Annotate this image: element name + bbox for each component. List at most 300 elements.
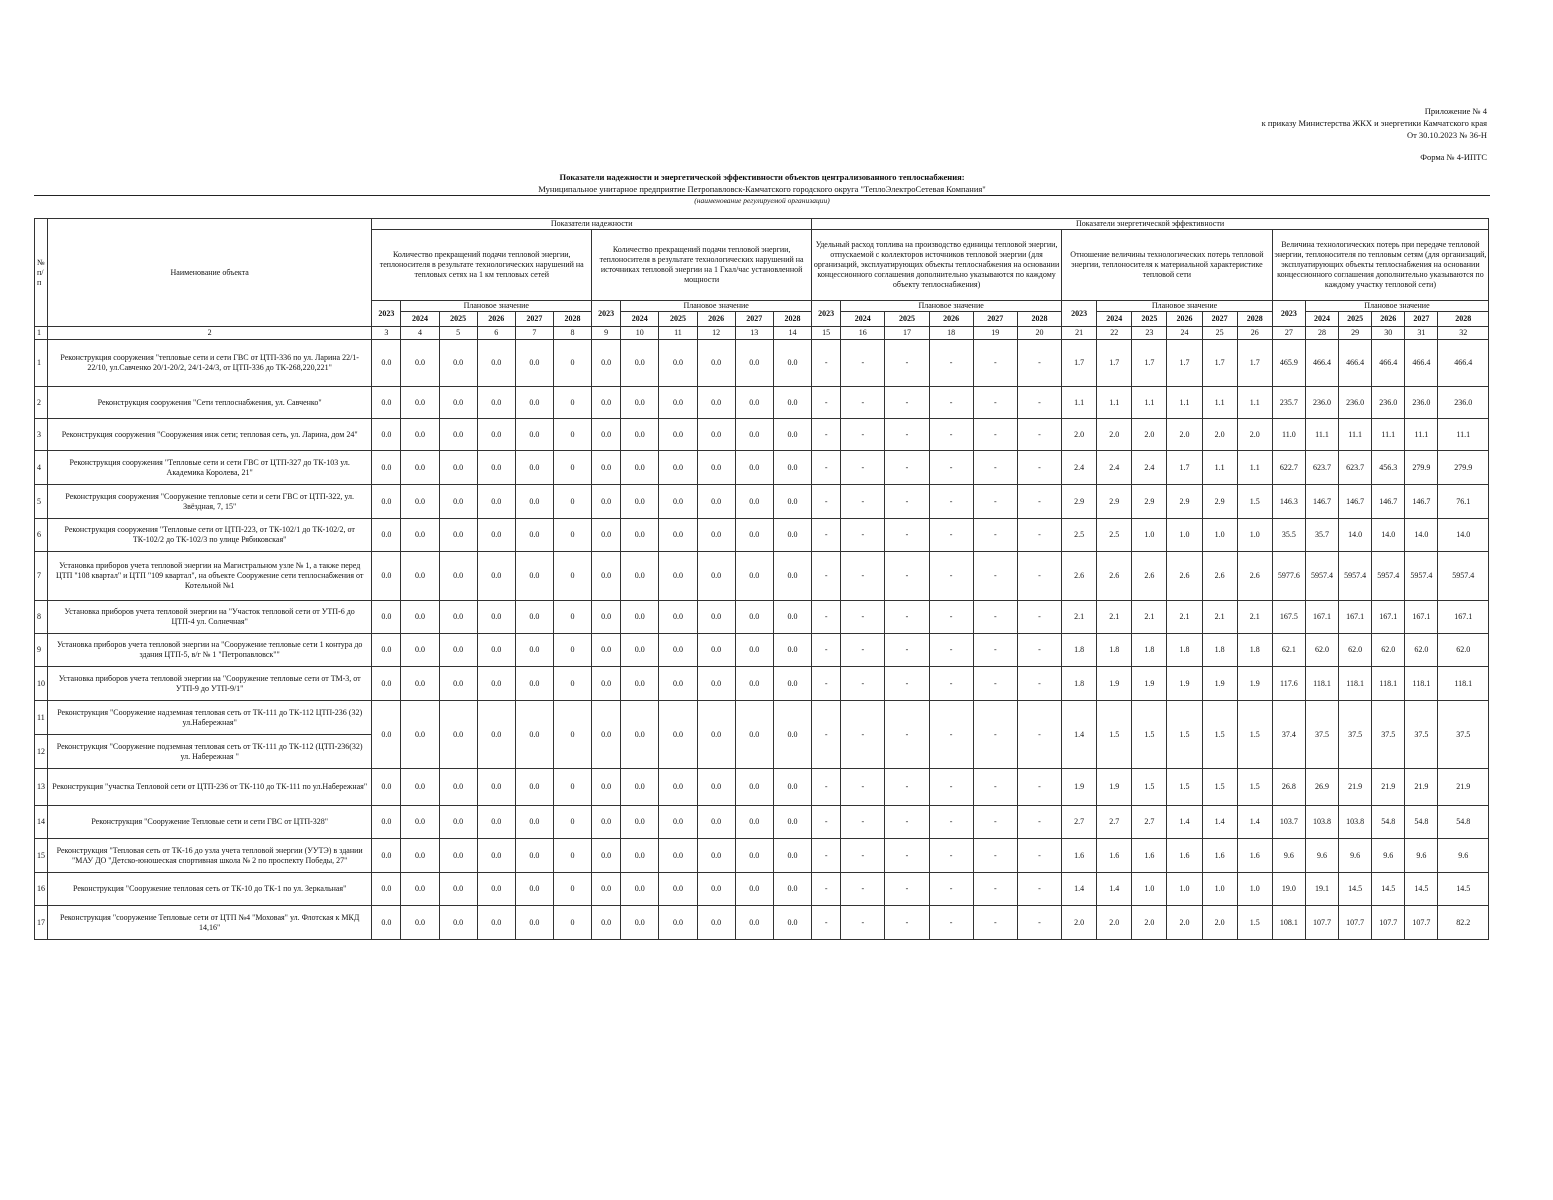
value-cell: -	[1017, 839, 1061, 873]
base-year-header: 2023	[1062, 301, 1097, 327]
object-name: Реконструкция "Сооружение подземная тепловая сеть от ТК-111 до ТК-112 (ЦТП-236(32) ул. Набережная "	[48, 735, 372, 769]
value-cell: 0.0	[621, 552, 659, 601]
object-name: Реконструкция "Тепловая сеть от ТК-16 до узла учета тепловой энергии (УУТЭ) в здании "МАУ ДО "Детско-юношеская спортивная школа № 2 по проспекту Победы, 27"	[48, 839, 372, 873]
value-cell: 1.1	[1237, 451, 1272, 485]
value-cell: 0.0	[697, 806, 735, 839]
value-cell: -	[929, 387, 973, 419]
column-number: 14	[773, 327, 811, 340]
value-cell: 0	[553, 485, 591, 519]
value-cell: -	[812, 451, 841, 485]
value-cell: 1.9	[1202, 667, 1237, 701]
value-cell: -	[841, 769, 885, 806]
value-cell: 0.0	[401, 519, 439, 552]
value-cell: 0.0	[401, 387, 439, 419]
value-cell: 0.0	[477, 552, 515, 601]
value-cell: 0.0	[735, 451, 773, 485]
value-cell: 0.0	[439, 634, 477, 667]
value-cell: 0.0	[735, 387, 773, 419]
value-cell: -	[973, 701, 1017, 769]
column-header-number: № п/п	[35, 219, 48, 327]
plan-year-header: 2026	[1372, 312, 1405, 327]
value-cell: 0	[553, 806, 591, 839]
value-cell: -	[1017, 419, 1061, 451]
value-cell: 622.7	[1272, 451, 1305, 485]
value-cell: -	[929, 634, 973, 667]
value-cell: 0.0	[515, 839, 553, 873]
value-cell: 0.0	[773, 806, 811, 839]
value-cell: 0.0	[592, 451, 621, 485]
value-cell: 1.0	[1202, 519, 1237, 552]
value-cell: 1.4	[1062, 873, 1097, 906]
table-row	[35, 667, 1489, 701]
value-cell: 0.0	[401, 485, 439, 519]
value-cell: 0.0	[773, 451, 811, 485]
value-cell: 0.0	[735, 701, 773, 769]
value-cell: 235.7	[1272, 387, 1305, 419]
value-cell: 0.0	[401, 601, 439, 634]
plan-year-header: 2025	[1132, 312, 1167, 327]
value-cell: 2.7	[1097, 806, 1132, 839]
value-cell: 0.0	[401, 634, 439, 667]
value-cell: 0.0	[439, 769, 477, 806]
value-cell: 14.5	[1372, 873, 1405, 906]
value-cell: 2.9	[1132, 485, 1167, 519]
column-number: 16	[841, 327, 885, 340]
plan-year-header: 2024	[1305, 312, 1338, 327]
value-cell: 1.7	[1062, 340, 1097, 387]
plan-year-header: 2024	[841, 312, 885, 327]
row-number: 8	[35, 601, 48, 634]
column-number: 29	[1339, 327, 1372, 340]
value-cell: 1.4	[1167, 806, 1202, 839]
value-cell: 0.0	[401, 839, 439, 873]
value-cell: 1.5	[1132, 769, 1167, 806]
value-cell: 107.7	[1305, 906, 1338, 940]
value-cell: -	[1017, 340, 1061, 387]
value-cell: 0	[553, 519, 591, 552]
value-cell: 1.1	[1202, 451, 1237, 485]
plan-year-header: 2028	[1438, 312, 1489, 327]
value-cell: 0.0	[659, 839, 697, 873]
value-cell: 1.7	[1167, 451, 1202, 485]
value-cell: 0.0	[439, 340, 477, 387]
value-cell: 0.0	[592, 485, 621, 519]
value-cell: 9.6	[1405, 839, 1438, 873]
value-cell: 0.0	[477, 519, 515, 552]
value-cell: -	[1017, 806, 1061, 839]
value-cell: -	[812, 519, 841, 552]
indicators-table	[34, 218, 1489, 940]
value-cell: 0.0	[773, 387, 811, 419]
value-cell: 167.1	[1372, 601, 1405, 634]
value-cell: 0.0	[477, 806, 515, 839]
value-cell: 2.6	[1132, 552, 1167, 601]
value-cell: 0.0	[621, 839, 659, 873]
value-cell: 0	[553, 667, 591, 701]
value-cell: 118.1	[1372, 667, 1405, 701]
value-cell: 118.1	[1405, 667, 1438, 701]
value-cell: 0.0	[735, 769, 773, 806]
value-cell: 1.8	[1132, 634, 1167, 667]
value-cell: -	[885, 667, 929, 701]
value-cell: -	[973, 387, 1017, 419]
value-cell: 466.4	[1405, 340, 1438, 387]
value-cell: 0.0	[439, 701, 477, 769]
object-name: Реконструкция сооружения "Сети теплоснабжения, ул. Савченко"	[48, 387, 372, 419]
value-cell: 0.0	[697, 873, 735, 906]
value-cell: 2.0	[1062, 906, 1097, 940]
value-cell: 0.0	[401, 451, 439, 485]
value-cell: 11.1	[1339, 419, 1372, 451]
row-number: 17	[35, 906, 48, 940]
value-cell: 2.0	[1202, 906, 1237, 940]
value-cell: 466.4	[1305, 340, 1338, 387]
value-cell: 2.6	[1167, 552, 1202, 601]
column-header-name: Наименование объекта	[48, 219, 372, 327]
value-cell: 0.0	[477, 601, 515, 634]
plan-year-header: 2027	[1405, 312, 1438, 327]
value-cell: 0.0	[773, 769, 811, 806]
plan-year-header: 2028	[773, 312, 811, 327]
plan-year-header: 2024	[621, 312, 659, 327]
value-cell: 1.9	[1062, 769, 1097, 806]
value-cell: -	[1017, 485, 1061, 519]
value-cell: 1.7	[1202, 340, 1237, 387]
value-cell: 37.5	[1339, 701, 1372, 769]
value-cell: 167.1	[1305, 601, 1338, 634]
row-number: 3	[35, 419, 48, 451]
plan-year-header: 2027	[515, 312, 553, 327]
value-cell: 118.1	[1438, 667, 1489, 701]
value-cell: 0.0	[621, 769, 659, 806]
value-cell: 0.0	[439, 806, 477, 839]
value-cell: 118.1	[1339, 667, 1372, 701]
value-cell: 0.0	[735, 601, 773, 634]
value-cell: -	[885, 485, 929, 519]
value-cell: 0.0	[697, 769, 735, 806]
value-cell: 0.0	[621, 906, 659, 940]
value-cell: 21.9	[1438, 769, 1489, 806]
value-cell: -	[841, 519, 885, 552]
value-cell: 2.6	[1202, 552, 1237, 601]
value-cell: -	[973, 873, 1017, 906]
value-cell: -	[1017, 519, 1061, 552]
value-cell: 1.8	[1062, 634, 1097, 667]
object-name: Реконструкция "сооружение Тепловые сети от ЦТП №4 "Моховая" ул. Флотская к МКД 14,16"	[48, 906, 372, 940]
value-cell: 0.0	[773, 601, 811, 634]
value-cell: 146.3	[1272, 485, 1305, 519]
value-cell: 465.9	[1272, 340, 1305, 387]
value-cell: 146.7	[1339, 485, 1372, 519]
value-cell: 0.0	[659, 634, 697, 667]
value-cell: 0.0	[592, 519, 621, 552]
value-cell: -	[841, 387, 885, 419]
value-cell: 82.2	[1438, 906, 1489, 940]
plan-year-header: 2028	[553, 312, 591, 327]
value-cell: 0.0	[659, 906, 697, 940]
value-cell: 26.9	[1305, 769, 1338, 806]
value-cell: 2.6	[1062, 552, 1097, 601]
value-cell: 0.0	[697, 519, 735, 552]
value-cell: 1.5	[1167, 769, 1202, 806]
value-cell: 2.0	[1097, 906, 1132, 940]
value-cell: 0.0	[735, 873, 773, 906]
value-cell: 14.5	[1438, 873, 1489, 906]
value-cell: 0.0	[401, 340, 439, 387]
value-cell: 0.0	[592, 806, 621, 839]
value-cell: 0.0	[401, 906, 439, 940]
value-cell: 1.9	[1167, 667, 1202, 701]
value-cell: 0.0	[372, 906, 401, 940]
value-cell: 2.4	[1062, 451, 1097, 485]
value-cell: 0.0	[515, 667, 553, 701]
value-cell: -	[1017, 634, 1061, 667]
value-cell: 0.0	[515, 806, 553, 839]
value-cell: 1.1	[1237, 387, 1272, 419]
value-cell: 37.5	[1305, 701, 1338, 769]
organization-caption: (наименование регулируемой организации)	[694, 196, 830, 205]
value-cell: 62.0	[1339, 634, 1372, 667]
value-cell: 107.7	[1339, 906, 1372, 940]
value-cell: 0.0	[773, 701, 811, 769]
value-cell: 1.4	[1062, 701, 1097, 769]
value-cell: -	[812, 806, 841, 839]
form-number: Форма № 4-ИПТС	[1420, 152, 1487, 162]
value-cell: -	[1017, 906, 1061, 940]
object-name: Установка приборов учета тепловой энергии на "Сооружение тепловые сети от ТМ-3, от УТП-9 до УТП-9/1"	[48, 667, 372, 701]
value-cell: 0.0	[439, 419, 477, 451]
table-row	[35, 873, 1489, 906]
value-cell: 146.7	[1405, 485, 1438, 519]
value-cell: 0.0	[735, 340, 773, 387]
value-cell: 0.0	[621, 667, 659, 701]
value-cell: -	[929, 906, 973, 940]
value-cell: 279.9	[1438, 451, 1489, 485]
value-cell: 0.0	[773, 906, 811, 940]
value-cell: -	[973, 601, 1017, 634]
value-cell: -	[973, 839, 1017, 873]
value-cell: -	[812, 769, 841, 806]
value-cell: 1.6	[1237, 839, 1272, 873]
value-cell: 2.9	[1167, 485, 1202, 519]
value-cell: -	[929, 485, 973, 519]
value-cell: 9.6	[1339, 839, 1372, 873]
value-cell: 0.0	[439, 485, 477, 519]
value-cell: -	[841, 419, 885, 451]
column-number: 27	[1272, 327, 1305, 340]
value-cell: 37.5	[1372, 701, 1405, 769]
value-cell: 0.0	[372, 667, 401, 701]
value-cell: 0	[553, 873, 591, 906]
value-cell: -	[973, 667, 1017, 701]
value-cell: 0.0	[592, 340, 621, 387]
value-cell: 0.0	[372, 519, 401, 552]
value-cell: 118.1	[1305, 667, 1338, 701]
value-cell: 5977.6	[1272, 552, 1305, 601]
value-cell: 0.0	[621, 601, 659, 634]
value-cell: 0.0	[592, 701, 621, 769]
base-year-header: 2023	[372, 301, 401, 327]
value-cell: 1.8	[1202, 634, 1237, 667]
plan-year-header: 2028	[1017, 312, 1061, 327]
document-title: Показатели надежности и энергетической эффективности объектов централизованного теплоснабжения:	[559, 172, 965, 182]
row-number: 10	[35, 667, 48, 701]
value-cell: -	[812, 634, 841, 667]
value-cell: 0.0	[477, 340, 515, 387]
indicator-header: Удельный расход топлива на производство единицы тепловой энергии, отпускаемой с коллекторов источников тепловой энергии (для организаций, эксплуатирующих объекты теплоснабжения на основании концессионного соглашения дополнительно указываются по каждому объекту теплоснабжения)	[812, 230, 1062, 301]
table-row	[35, 806, 1489, 839]
value-cell: 0.0	[372, 839, 401, 873]
value-cell: 26.8	[1272, 769, 1305, 806]
value-cell: 0.0	[372, 340, 401, 387]
value-cell: 1.8	[1167, 634, 1202, 667]
value-cell: 1.1	[1097, 387, 1132, 419]
value-cell: 0	[553, 906, 591, 940]
value-cell: 1.8	[1237, 634, 1272, 667]
value-cell: 11.1	[1372, 419, 1405, 451]
value-cell: -	[812, 419, 841, 451]
column-number: 30	[1372, 327, 1405, 340]
group-header-reliability: Показатели надежности	[372, 219, 812, 230]
value-cell: 0.0	[515, 601, 553, 634]
value-cell: 21.9	[1405, 769, 1438, 806]
value-cell: 0.0	[592, 601, 621, 634]
column-number: 21	[1062, 327, 1097, 340]
value-cell: -	[885, 701, 929, 769]
value-cell: -	[885, 873, 929, 906]
value-cell: 236.0	[1372, 387, 1405, 419]
value-cell: 1.9	[1237, 667, 1272, 701]
value-cell: 0.0	[401, 667, 439, 701]
value-cell: 1.1	[1132, 387, 1167, 419]
value-cell: 0.0	[372, 387, 401, 419]
value-cell: 0.0	[439, 601, 477, 634]
value-cell: 1.7	[1097, 340, 1132, 387]
value-cell: 0.0	[592, 387, 621, 419]
value-cell: 19.1	[1305, 873, 1338, 906]
value-cell: 2.0	[1237, 419, 1272, 451]
table-row	[35, 485, 1489, 519]
value-cell: 0.0	[372, 873, 401, 906]
value-cell: 2.1	[1062, 601, 1097, 634]
value-cell: 5957.4	[1372, 552, 1405, 601]
value-cell: 0.0	[735, 485, 773, 519]
value-cell: 2.0	[1062, 419, 1097, 451]
column-number: 20	[1017, 327, 1061, 340]
value-cell: 103.8	[1339, 806, 1372, 839]
value-cell: 0.0	[439, 552, 477, 601]
object-name: Установка приборов учета тепловой энергии на "Участок тепловой сети от УТП-6 до ЦТП-4 ул. Солнечная"	[48, 601, 372, 634]
appendix-line: От 30.10.2023 № 36-Н	[1406, 130, 1487, 140]
value-cell: 1.4	[1237, 806, 1272, 839]
value-cell: 0.0	[477, 769, 515, 806]
value-cell: 466.4	[1339, 340, 1372, 387]
column-number: 6	[477, 327, 515, 340]
column-number: 13	[735, 327, 773, 340]
value-cell: 2.1	[1132, 601, 1167, 634]
value-cell: -	[841, 701, 885, 769]
value-cell: -	[812, 701, 841, 769]
value-cell: 1.0	[1132, 873, 1167, 906]
value-cell: 0.0	[477, 634, 515, 667]
value-cell: 11.1	[1438, 419, 1489, 451]
column-number: 11	[659, 327, 697, 340]
base-year-header: 2023	[1272, 301, 1305, 327]
column-number: 4	[401, 327, 439, 340]
value-cell: -	[929, 519, 973, 552]
value-cell: 1.5	[1237, 485, 1272, 519]
value-cell: 0.0	[697, 667, 735, 701]
value-cell: 0.0	[372, 485, 401, 519]
value-cell: 0.0	[372, 806, 401, 839]
value-cell: 54.8	[1438, 806, 1489, 839]
value-cell: 0.0	[372, 419, 401, 451]
table-row	[35, 419, 1489, 451]
value-cell: 167.1	[1405, 601, 1438, 634]
value-cell: 0.0	[773, 485, 811, 519]
value-cell: 0.0	[592, 667, 621, 701]
value-cell: -	[929, 601, 973, 634]
value-cell: 0.0	[659, 873, 697, 906]
indicator-header: Количество прекращений подачи тепловой энергии, теплоносителя в результате технологических нарушений на тепловых сетях на 1 км тепловых сетей	[372, 230, 592, 301]
value-cell: 1.8	[1097, 634, 1132, 667]
value-cell: -	[929, 701, 973, 769]
value-cell: 0.0	[735, 419, 773, 451]
value-cell: 0.0	[477, 485, 515, 519]
value-cell: 2.0	[1167, 906, 1202, 940]
value-cell: -	[929, 806, 973, 839]
value-cell: 11.0	[1272, 419, 1305, 451]
value-cell: 0.0	[515, 906, 553, 940]
table-row	[35, 451, 1489, 485]
value-cell: 1.5	[1202, 701, 1237, 769]
value-cell: 167.1	[1339, 601, 1372, 634]
value-cell: 2.6	[1237, 552, 1272, 601]
value-cell: 0.0	[735, 667, 773, 701]
value-cell: 0.0	[592, 839, 621, 873]
value-cell: 456.3	[1372, 451, 1405, 485]
value-cell: 103.8	[1305, 806, 1338, 839]
value-cell: -	[973, 485, 1017, 519]
value-cell: 0.0	[659, 451, 697, 485]
value-cell: 0.0	[773, 667, 811, 701]
object-name: Реконструкция "участка Тепловой сети от ЦТП-236 от ТК-110 до ТК-111 по ул.Набережная"	[48, 769, 372, 806]
value-cell: 0.0	[592, 634, 621, 667]
object-name: Установка приборов учета тепловой энергии на Магистральном узле № 1, а также перед ЦТП "108 квартал" и ЦТП "109 квартал", на объекте Сооружение сети теплоснабжения от Котельной №1	[48, 552, 372, 601]
planned-value-header: Плановое значение	[401, 301, 592, 312]
column-number: 26	[1237, 327, 1272, 340]
value-cell: 14.0	[1339, 519, 1372, 552]
value-cell: 117.6	[1272, 667, 1305, 701]
value-cell: 54.8	[1372, 806, 1405, 839]
value-cell: -	[841, 906, 885, 940]
value-cell: 0.0	[773, 634, 811, 667]
value-cell: -	[885, 601, 929, 634]
value-cell: -	[885, 552, 929, 601]
value-cell: -	[1017, 451, 1061, 485]
table-row	[35, 769, 1489, 806]
value-cell: 0.0	[477, 419, 515, 451]
value-cell: 0	[553, 451, 591, 485]
value-cell: 0.0	[477, 839, 515, 873]
value-cell: 0.0	[697, 601, 735, 634]
plan-year-header: 2025	[885, 312, 929, 327]
value-cell: 1.1	[1062, 387, 1097, 419]
value-cell: 37.4	[1272, 701, 1305, 769]
value-cell: 0.0	[515, 485, 553, 519]
value-cell: 5957.4	[1339, 552, 1372, 601]
planned-value-header: Плановое значение	[1305, 301, 1488, 312]
